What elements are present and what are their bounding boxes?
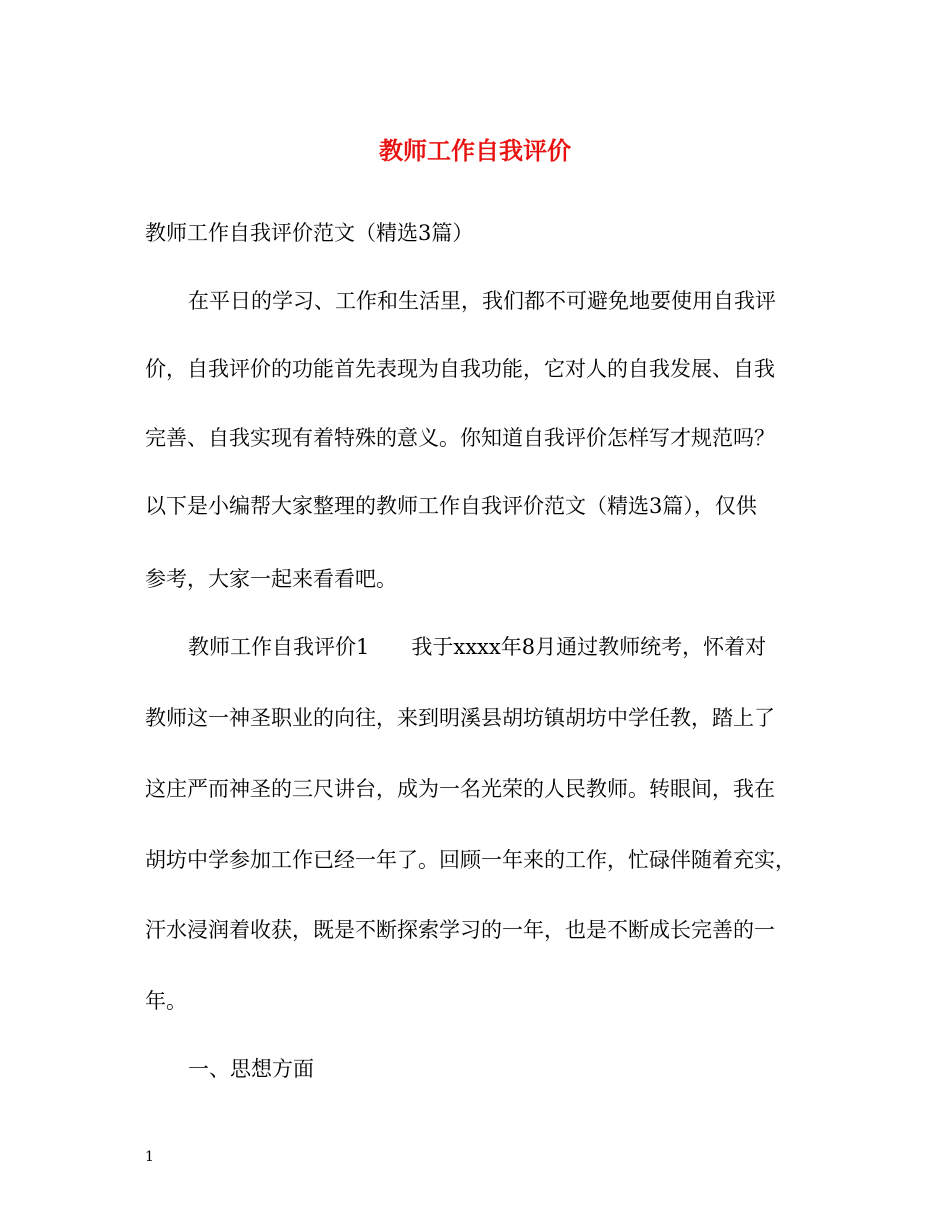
intro-line-5: 参考，大家一起来看看吧。 [145, 567, 397, 591]
essay-line-6: 年。 [145, 989, 187, 1013]
intro-line-4: 以下是小编帮大家整理的教师工作自我评价范文（精选3篇），仅供 [145, 494, 757, 518]
intro-line-3: 完善、自我实现有着特殊的意义。你知道自我评价怎样写才规范吗？ [145, 426, 775, 450]
essay-heading: 教师工作自我评价1 [188, 635, 370, 659]
intro-line-2: 价，自我评价的功能首先表现为自我功能，它对人的自我发展、自我 [145, 357, 775, 381]
essay-line-4: 胡坊中学参加工作已经一年了。回顾一年来的工作，忙碌伴随着充实， [145, 848, 796, 872]
essay-line-1: 我于xxxx年8月通过教师统考，怀着对 [411, 635, 767, 659]
essay-line-2: 教师这一神圣职业的向往，来到明溪县胡坊镇胡坊中学任教，踏上了 [145, 706, 775, 730]
essay-line-5: 汗水浸润着收获，既是不断探索学习的一年，也是不断成长完善的一 [145, 918, 775, 942]
page-number: 1 [145, 1149, 154, 1165]
section-heading: 一、思想方面 [188, 1057, 314, 1081]
essay-first-line [188, 632, 766, 662]
essay-line-3: 这庄严而神圣的三尺讲台，成为一名光荣的人民教师。转眼间，我在 [145, 777, 775, 801]
document-title: 教师工作自我评价 [379, 136, 571, 165]
document-subtitle: 教师工作自我评价范文（精选3篇） [145, 221, 474, 245]
intro-line-1: 在平日的学习、工作和生活里，我们都不可避免地要使用自我评 [188, 289, 776, 313]
